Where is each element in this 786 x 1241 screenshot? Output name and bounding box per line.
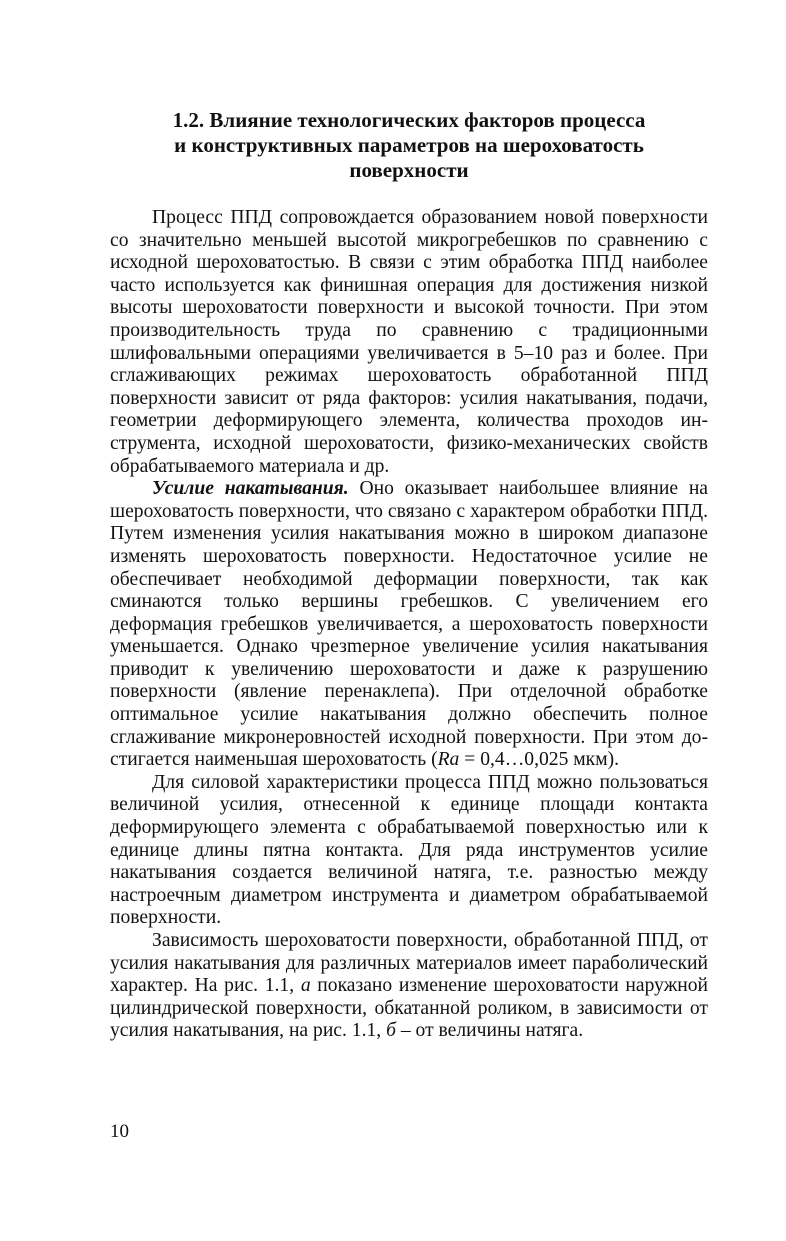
paragraph-2-text: Оно оказывает наибольшее влияние на шероховатость поверхности, что связано с характером обработки ППД. Путем изменения усилия накатывания можно в широком диапазоне изменять шероховатость поверхности. Недостаточное усилие не обеспечивает необходимой деформации поверхности, так как сминаются только вершины гребешков. С увеличением его деформация гребешков увеличивается, а шероховатость поверхности уменьшается. Однако чрезmерное увеличение усилия накатывания приводит к увеличению шероховатости и даже к разрушению поверхности (явление перенаклепа). При отделочной обработке оптимальное усилие накатывания должно обеспечить полное сглаживание микронеровностей исходной поверхности. При этом достигается наименьшая шероховатость ( xyxy=(110,478,709,771)
figure-label-a: а xyxy=(300,975,311,997)
paragraph-2 xyxy=(110,478,708,772)
ra-symbol: Ra xyxy=(437,749,460,771)
body-text xyxy=(110,207,708,1043)
paragraph-4-text-2: показано изменение шероховатости наружной цилиндрической поверхности, обкатанной роликом, в зависимости от усилия накатывания, на рис. 1.1, xyxy=(110,975,708,1042)
paragraph-1: Процесс ППД сопровождается образованием новой поверхности со значительно меньшей высотой микрогребешков по сравнению с исходной шероховатостью. В связи с этим обработка ППД наиболее часто используется как финишная операция для достижения низкой высоты шероховатости поверхности и высокой точности. При этом производительность труда по сравнению с традиционными шлифовальными операциями увеличивается в 5–10 раз и более. При сглаживающих режимах шероховатость обработанной ППД поверхности зависит от ряда факторов: усилия накатывания, подачи, геометрии деформирующего элемента, количества проходов инструмента, исходной шероховатости, физико-механических свойств обрабатываемого материала и др. xyxy=(110,207,708,477)
heading-line-3: поверхности xyxy=(349,158,469,182)
page-number: 10 xyxy=(110,1121,129,1142)
paragraph-3: Для силовой характеристики процесса ППД можно пользоваться величиной усилия, отнесенной к единице площади контакта деформирующего элемента с обрабатываемой поверхностью или к единице длины пятна контакта. Для ряда инструментов усилие накатывания создается величиной натяга, т.е. разностью между настроечным диаметром инструмента и диаметром обрабатываемой поверхности. xyxy=(110,771,708,929)
figure-label-b: б xyxy=(386,1020,396,1042)
paragraph-2-lead: Усилие накатывания. xyxy=(152,478,349,500)
heading-line-1: 1.2. Влияние технологических факторов процесса xyxy=(172,108,646,132)
paragraph-4-text-3: – от величины натяга. xyxy=(395,1020,584,1042)
paragraph-4-text-1: Зависимость шероховатости поверхности, обработанной ППД, от усилия накатывания для различных материалов имеет параболический характер. На рис. 1.1, xyxy=(110,930,708,997)
paragraph-2-tail: = 0,4…0,025 мкм). xyxy=(459,749,620,771)
heading-line-2: и конструктивных параметров на шероховатость xyxy=(174,133,644,157)
page-content xyxy=(110,108,708,1043)
section-heading xyxy=(110,108,708,183)
paragraph-4 xyxy=(110,930,708,1043)
